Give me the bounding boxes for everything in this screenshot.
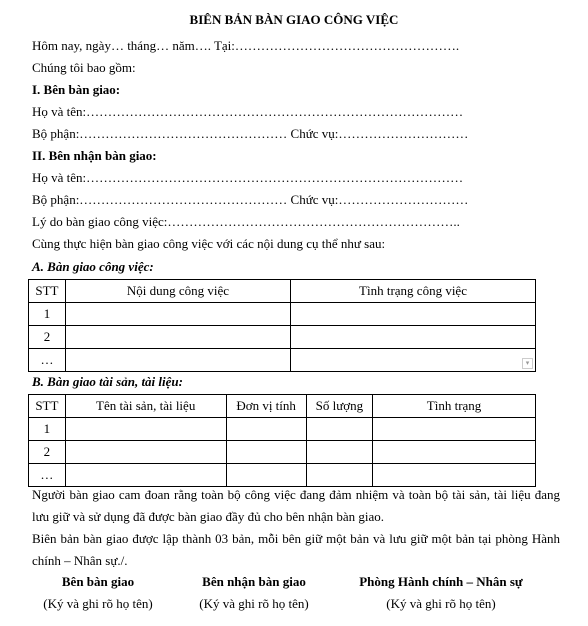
signature-receiving-party <box>164 574 344 612</box>
table-header: Đơn vị tính <box>226 395 306 418</box>
chevron-down-icon[interactable]: ▾ <box>522 358 533 369</box>
table-cell[interactable] <box>226 418 306 441</box>
table-cell[interactable]: … <box>29 349 66 372</box>
signature-hr-department <box>346 574 536 612</box>
table-row <box>29 441 536 464</box>
table-header: Tình trạng <box>373 395 536 418</box>
table-cell[interactable] <box>65 441 226 464</box>
table-cell[interactable] <box>291 326 536 349</box>
table-cell[interactable] <box>306 441 372 464</box>
table-cell[interactable] <box>291 349 536 372</box>
signature-title: Phòng Hành chính – Nhân sự <box>359 574 523 589</box>
signature-title: Bên bàn giao <box>61 574 135 589</box>
table-cell[interactable] <box>373 441 536 464</box>
part-b-heading: B. Bàn giao tài sản, tài liệu: <box>32 374 183 389</box>
table-header-row <box>29 280 536 303</box>
table-header-row <box>29 395 536 418</box>
work-handover-table <box>28 279 536 372</box>
table-row <box>29 418 536 441</box>
table-row <box>29 303 536 326</box>
section2-heading: II. Bên nhận bàn giao: <box>32 148 157 163</box>
signature-title: Bên nhận bàn giao <box>202 574 306 589</box>
signature-handover-party <box>8 574 188 612</box>
table-cell[interactable] <box>291 303 536 326</box>
table-cell[interactable]: 1 <box>29 418 66 441</box>
together-line: Cùng thực hiện bàn giao công việc với các nội dung cụ thể như sau: <box>32 236 386 251</box>
table-cell[interactable] <box>65 303 290 326</box>
table-row <box>29 326 536 349</box>
table-cell[interactable]: … <box>29 464 66 487</box>
table-cell[interactable]: 1 <box>29 303 66 326</box>
signature-note: (Ký và ghi rõ họ tên) <box>43 596 153 611</box>
table-header: Số lượng <box>306 395 372 418</box>
table-cell[interactable] <box>65 326 290 349</box>
table-cell[interactable]: 2 <box>29 441 66 464</box>
signature-note: (Ký và ghi rõ họ tên) <box>199 596 309 611</box>
section2-dept-line: Bộ phận:………………………………………… Chức vụ:………………………… <box>32 192 469 207</box>
table-header: STT <box>29 280 66 303</box>
table-cell[interactable] <box>373 418 536 441</box>
commitment-paragraph: Người bàn giao cam đoan rằng toàn bộ công việc đang đảm nhiệm và toàn bộ tài sản, tài liệu đang lưu giữ và sử dụng đã được bàn giao đầy đủ cho bên nhận bàn giao. <box>32 487 560 524</box>
table-header: Tình trạng công việc <box>291 280 536 303</box>
table-cell[interactable] <box>65 418 226 441</box>
table-cell[interactable] <box>306 418 372 441</box>
section1-heading: I. Bên bàn giao: <box>32 82 121 97</box>
table-header: STT <box>29 395 66 418</box>
table-header: Nội dung công việc <box>65 280 290 303</box>
section2-name-line: Họ và tên:…………………………………………………………………………… <box>32 170 464 185</box>
part-a-heading: A. Bàn giao công việc: <box>32 259 154 274</box>
table-cell[interactable]: 2 <box>29 326 66 349</box>
table-header: Tên tài sản, tài liệu <box>65 395 226 418</box>
table-cell[interactable] <box>226 441 306 464</box>
section1-name-line: Họ và tên:…………………………………………………………………………… <box>32 104 464 119</box>
intro-date-line: Hôm nay, ngày… tháng… năm…. Tại:……………………………………………. <box>32 38 460 53</box>
document-title: BIÊN BẢN BÀN GIAO CÔNG VIỆC <box>189 12 399 27</box>
copies-paragraph: Biên bản bàn giao được lập thành 03 bản, mỗi bên giữ một bản và lưu giữ một bản tại phòng Hành chính – Nhân sự./. <box>32 531 560 568</box>
table-row <box>29 349 536 372</box>
section1-dept-line: Bộ phận:………………………………………… Chức vụ:………………………… <box>32 126 469 141</box>
signature-note: (Ký và ghi rõ họ tên) <box>386 596 496 611</box>
reason-line: Lý do bàn giao công việc:………………………………………………………….. <box>32 214 460 229</box>
table-cell[interactable] <box>65 349 290 372</box>
intro-us-line: Chúng tôi bao gồm: <box>32 60 136 75</box>
asset-handover-table <box>28 394 536 487</box>
